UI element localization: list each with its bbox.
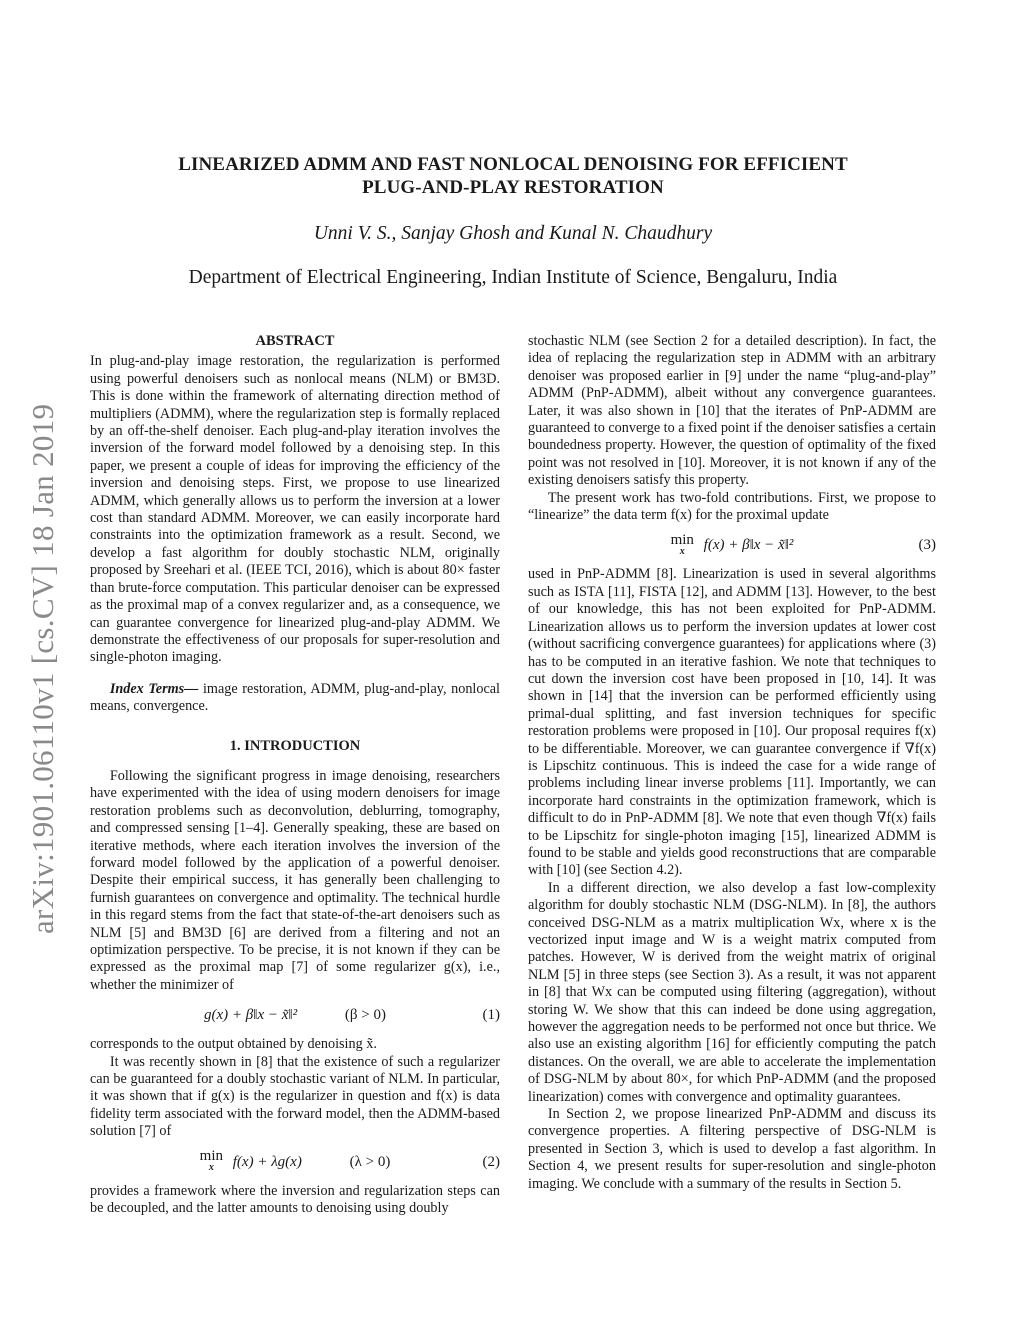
- equation-1-condition: (β > 0): [344, 1007, 386, 1024]
- title-line-2: PLUG-AND-PLAY RESTORATION: [362, 177, 664, 198]
- equation-3-expression: f(x) + β‖x − x̃‖²: [703, 537, 794, 554]
- equation-2-min-operator: [200, 1150, 223, 1174]
- intro-paragraph-2: corresponds to the output obtained by denoising x̃.: [90, 1036, 377, 1053]
- intro-paragraph-3: It was recently shown in [8] that the existence of such a regularizer can be guaranteed for a doubly stochastic variant of NLM. In particular, it was shown that if g(x) is the regularizer in question and f(x) is data fidelity term associated with the forward model, then the ADMM-based solution [7] of: [90, 1053, 500, 1140]
- equation-2-number: (2): [482, 1153, 500, 1170]
- arxiv-watermark: arXiv:1901.06110v1 [cs.CV] 18 Jan 2019: [25, 403, 60, 934]
- equation-3-min-operator: [671, 534, 694, 558]
- equation-3-min-sub: x: [679, 546, 685, 558]
- index-terms-label: Index Terms—: [109, 680, 199, 697]
- intro-paragraph-1: Following the significant progress in image denoising, researchers have experimented with the idea of using modern denoisers for image restoration problems such as deconvolution, deblurring, tomography, and compressed sensing [1–4]. Generally speaking, these are based on iterative methods, where each iteration involves the inversion of the forward model followed by the application of a powerful denoiser. Despite their empirical success, it has generally been challenging to furnish guarantees on convergence and optimality. The technical hurdle in this regard stems from the fact that state-of-the-art denoisers such as NLM [5] and BM3D [6] are derived from a filtering and not an optimization perspective. To be precise, it is not known if they can be expressed as the proximal map [7] of some regularizer g(x), i.e., whether the minimizer of: [90, 767, 500, 993]
- left-column: [90, 333, 500, 1217]
- equation-2-expression: f(x) + λg(x): [232, 1153, 302, 1170]
- right-paragraph-4: In a different direction, we also develop a fast low-complexity algorithm for doubly stochastic NLM (DSG-NLM). In [8], the authors conceived DSG-NLM as a matrix multiplication Wx, where x is the vectorized input image and W is a weight matrix computed from patches. However, W is derived from the weight matrix of original NLM [5] in three steps (see Section 3). As a result, it was not apparent in [8] that Wx can be computed using filtering (aggregation), without storing W. We show that this can indeed be done using aggregation, however the aggregation needs to be performed not once but thrice. We also use an existing algorithm [16] for efficiently computing the patch distances. On the overall, we are able to accelerate the implementation of DSG-NLM by about 80×, for which PnP-ADMM (and the proposed linearization) comes with convergence and optimality guarantees.: [528, 879, 936, 1105]
- abstract-heading: ABSTRACT: [255, 333, 335, 349]
- equation-2: [90, 1147, 500, 1177]
- right-paragraph-1: stochastic NLM (see Section 2 for a detailed description). In fact, the idea of replacing the regularization step in ADMM with an arbitrary denoiser was proposed earlier in [9] under the name “plug-and-play” ADMM (PnP-ADMM), albeit without any convergence guarantees. Later, it was also shown in [10] that the iterates of PnP-ADMM are guaranteed to converge to a fixed point if the denoiser satisfies a certain boundedness property. However, the question of optimality of the fixed point was not resolved in [10]. Moreover, it is not known if any of the existing denoisers satisfy this property.: [528, 333, 936, 489]
- intro-paragraph-4: provides a framework where the inversion and regularization steps can be decoupled, and the latter amounts to denoising using doubly: [90, 1182, 500, 1217]
- authors: Unni V. S., Sanjay Ghosh and Kunal N. Chaudhury: [313, 223, 713, 244]
- right-paragraph-5: In Section 2, we propose linearized PnP-ADMM and discuss its convergence properties. A filtering perspective of DSG-NLM is presented in Section 3, which is used to develop a fast algorithm. In Section 4, we present results for super-resolution and single-photon imaging. We conclude with a summary of the results in Section 5.: [528, 1106, 936, 1192]
- equation-3-min: min: [670, 532, 694, 549]
- equation-1: [90, 1000, 500, 1030]
- title-line-1: LINEARIZED ADMM AND FAST NONLOCAL DENOISING FOR EFFICIENT: [178, 154, 848, 175]
- equation-2-condition: (λ > 0): [349, 1153, 391, 1170]
- affiliation: Department of Electrical Engineering, Indian Institute of Science, Bengaluru, India: [188, 267, 838, 288]
- equation-3-number: (3): [918, 537, 936, 554]
- index-terms-text: image restoration, ADMM, plug-and-play, nonlocal means, convergence.: [90, 680, 500, 715]
- right-paragraph-2: The present work has two-fold contributions. First, we propose to “linearize” the data term f(x) for the proximal update: [528, 489, 936, 524]
- equation-1-expression: g(x) + β‖x − x̃‖²: [204, 1007, 298, 1024]
- equation-1-number: (1): [482, 1007, 500, 1024]
- abstract-text: In plug-and-play image restoration, the regularization is performed using powerful denoisers such as nonlocal means (NLM) or BM3D. This is done within the framework of alternating direction method of multipliers (ADMM), where the regularization step is formally replaced by an off-the-shelf denoiser. Each plug-and-play iteration involves the inversion of the forward model followed by a denoising step. In this paper, we present a couple of ideas for improving the efficiency of the inversion and denoising steps. First, we propose to use linearized ADMM, which generally allows us to perform the inversion at a lower cost than standard ADMM. Moreover, we can easily incorporate hard constraints into the optimization framework as a result. Second, we develop a fast algorithm for doubly stochastic NLM, originally proposed by Sreehari et al. (IEEE TCI, 2016), which is about 80× faster than brute-force computation. This particular denoiser can be expressed as the proximal map of a convex regularizer and, as a consequence, we can guarantee convergence for linearized plug-and-play ADMM. We demonstrate the effectiveness of our proposals for super-resolution and single-photon imaging.: [90, 353, 500, 666]
- right-paragraph-3: used in PnP-ADMM [8]. Linearization is used in several algorithms such as ISTA [11], FISTA [12], and ADMM [13]. However, to the best of our knowledge, this has not been exploited for PnP-ADMM. Linearization allows us to perform the inversion updates at lower cost (without sacrificing convergence guarantees) for applications where (3) has to be computed in an iterative fashion. We note that techniques to cut down the inversion cost have been proposed in [10, 14]. It was shown in [14] that the inversion can be performed efficiently using primal-dual splitting, and fast inversion techniques for specific restoration problems were proposed in [10]. Our proposal requires f(x) to be differentiable. Moreover, we can guarantee convergence if ∇f(x) is Lipschitz continuous. This is indeed the case for a wide range of problems including linear inverse problems [11]. Importantly, we can incorporate hard constraints in the optimization framework, which is difficult to do in PnP-ADMM [8]. We note that even though ∇f(x) fails to be Lipschitz for single-photon imaging [15], linearized ADMM is found to be stable and yields good reconstructions that are comparable with [10] (see Section 4.2).: [528, 566, 936, 879]
- right-column: [528, 333, 936, 1193]
- paper-title: [90, 153, 936, 199]
- equation-2-min: min: [199, 1148, 223, 1165]
- equation-3: [528, 530, 936, 560]
- equation-2-min-sub: x: [208, 1162, 214, 1174]
- intro-heading: 1. INTRODUCTION: [229, 737, 361, 754]
- index-terms: [90, 681, 500, 716]
